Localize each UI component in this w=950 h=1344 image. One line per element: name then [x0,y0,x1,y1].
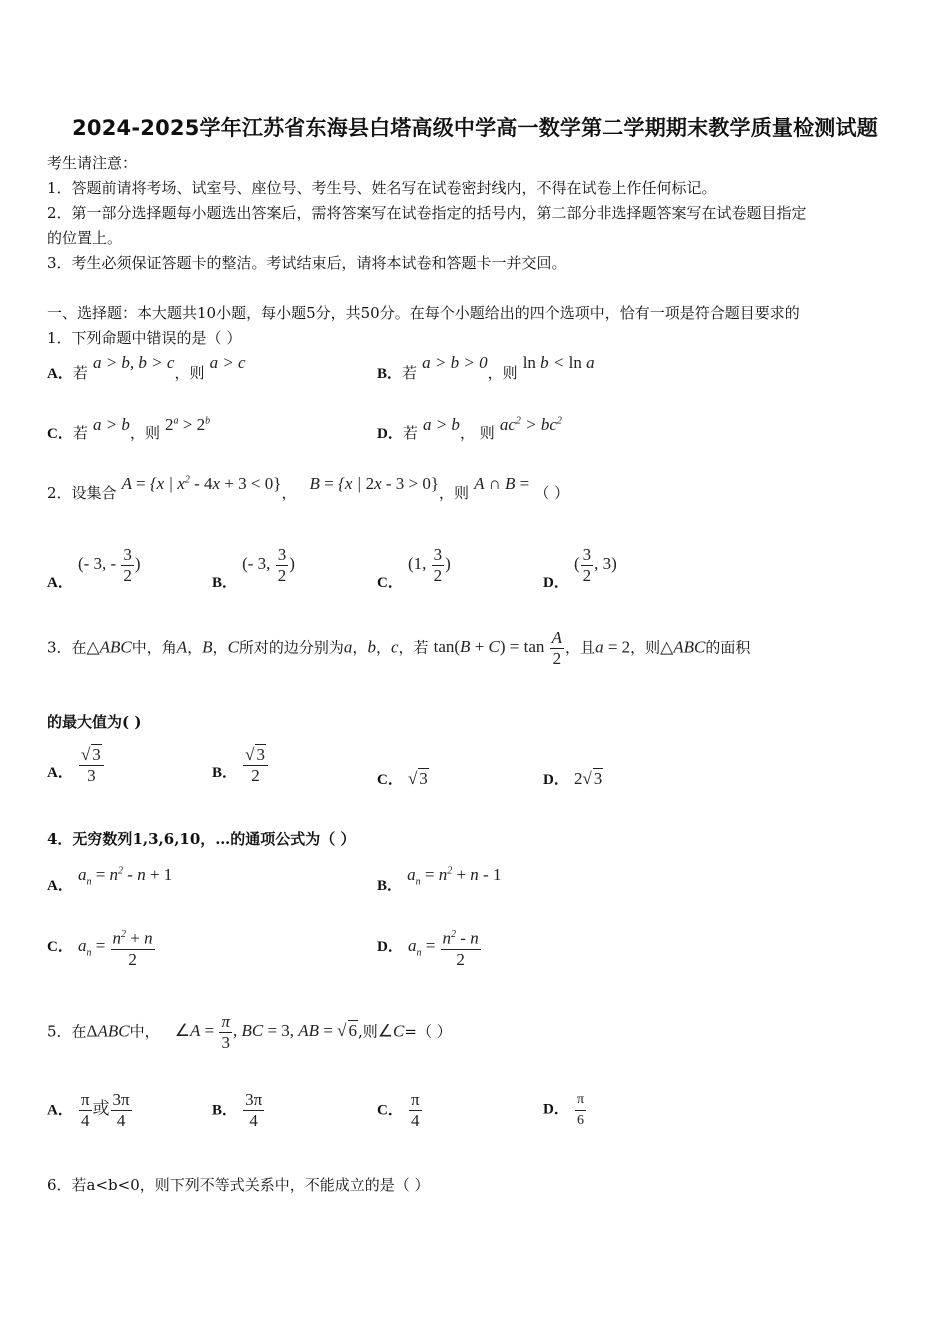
stem-text: ， [352,638,368,657]
option-text: ，则 [129,424,160,442]
option-label: D． [543,575,569,592]
option-label: B． [377,878,403,894]
notice-item: 的位置上。 [47,229,123,247]
math: $2^a > 2^b$ [165,415,211,434]
q5-option-c [377,1090,423,1131]
math: B [202,637,213,657]
option-text: ， 则 [459,424,495,442]
question-1-stem: 1．下列命题中错误的是（ ） [47,329,242,347]
q3-option-b [212,745,269,786]
math: (- 3, - $\frac{3}{2}$ ) [77,545,141,585]
section-heading: 一、选择题：本大题共10小题，每小题5分，共50分。在每个小题给出的四个选项中，恰有一项是符合题目要求的 [47,304,800,322]
stem-text: ， [212,638,228,657]
math: ∠C [377,1021,405,1041]
math: a > b [92,415,130,434]
option-label: A． [47,1102,73,1119]
stem-text: ,则 [358,1022,378,1041]
math: ln b < ln a [522,353,595,372]
option-label: A． [47,878,73,894]
option-label: C． [377,1102,403,1119]
stem-text: 5．在 [47,1022,87,1041]
math: a > b > 0 [422,353,488,372]
stem-text: ， [375,638,391,657]
option-label: C． [377,575,403,592]
option-label: A． [47,366,73,382]
stem-text: ，若 [398,638,429,657]
option-text: 若 [402,364,418,382]
math: (1, $\frac{3}{2}$ ) [407,545,451,585]
notice-item: 3．考生必须保证答题卡的整洁。考试结束后，请将本试卷和答题卡一并交回。 [47,254,567,272]
option-label: A． [47,575,73,592]
option-label: B． [377,366,403,382]
math: $\frac{√ 3}{3}$ [78,754,105,773]
option-label: D． [377,939,403,956]
q2-option-b [212,545,295,592]
math: (- 3, $\frac{3}{2}$ ) [242,545,295,585]
stem-text: ， [187,638,203,657]
math: A [176,637,188,657]
stem-text: =（ ） [404,1022,452,1041]
question-2-stem [47,474,570,503]
math: $a_n = n^2 + n - 1$ [407,865,502,888]
option-text: 若 [72,364,88,382]
option-label: B． [212,575,238,592]
stem-text: 中， [129,1022,160,1041]
notice-heading: 考生请注意： [47,154,138,172]
math: $\frac{\pi}{4}$ 或 $\frac{3\pi}{4}$ [80,1090,130,1130]
math: $\frac{3\pi}{4}$ [245,1090,263,1130]
option-label: D． [543,1101,569,1118]
stem-text: ， [281,484,297,502]
question-3-line2: 的最大值为( ) [47,713,142,731]
question-3-stem [47,628,750,669]
math: $\frac{\pi}{4}$ [410,1090,420,1130]
math: ( $\frac{3}{2}$ , 3) [573,545,617,585]
math: a [343,637,353,657]
stem-text: 2．设集合 [47,484,117,502]
option-label: A． [47,765,73,782]
q4-option-d [377,925,482,970]
math: A ∩ B = [474,474,530,493]
option-label: B． [212,765,238,782]
stem-text: 所对的边分别为 [238,638,344,657]
q1-option-c [47,415,211,443]
math: c [390,637,399,657]
math: tan(B + C) = tan $\frac{A}{2}$ [433,628,563,668]
math: △ABC [86,637,132,657]
math: △ABC [660,637,706,657]
math: a = 2 [595,637,631,657]
notice-item: 1．答题前请将考场、试室号、座位号、考生号、姓名写在试卷密封线内，不得在试卷上作任何标记。 [47,179,717,197]
q1-option-d [377,415,562,443]
math: $a_n$ = $\frac{n^2 + n}{2}$ [78,936,156,955]
question-5-stem [47,1012,452,1053]
stem-text: （ ） [534,484,570,502]
math: b [367,637,376,657]
math: B = {x | 2x - 3 > 0} [309,474,440,493]
math: C [227,637,239,657]
option-label: D． [377,426,403,442]
q2-option-d [543,545,617,592]
q4-option-a [47,864,173,894]
q3-option-d [543,768,603,789]
math: ∠A = $\frac{\pi}{3}$ , BC = 3, AB = √ 6 [174,1012,357,1052]
q4-option-c [47,925,156,970]
math: a > b, b > c [92,353,175,372]
question-6-stem: 6．若a<b<0，则下列不等式关系中，不能成立的是（ ） [47,1176,430,1194]
or-text: 或 [92,1099,110,1119]
option-text: ，则 [487,364,518,382]
option-label: C． [47,939,73,956]
math: A = {x | $x^2 - 4x + 3 < 0$} [121,474,282,493]
math: √ 3 [407,769,428,788]
math: $a_n$ = $\frac{n^2 - n}{2}$ [408,936,482,955]
q1-option-b [377,353,595,383]
stem-text: ，且 [565,638,596,657]
notice-item: 2．第一部分选择题每小题选出答案后，需将答案写在试卷指定的括号内，第二部分非选择题答案写在试卷题目指定 [47,204,807,222]
option-label: B． [212,1102,238,1119]
question-4-stem: 4．无穷数列1,3,6,10，…的通项公式为（ ） [47,830,356,848]
page-title: 2024-2025学年江苏省东海县白塔高级中学高一数学第二学期期末教学质量检测试题 [72,116,878,140]
stem-text: 中，角 [131,638,177,657]
math: ΔABC [86,1021,130,1041]
q2-option-a [47,545,141,592]
option-label: C． [47,426,73,442]
math: $\frac{\pi}{6}$ [576,1092,585,1128]
q5-option-d [543,1090,587,1131]
stem-text: 3．在 [47,638,87,657]
stem-text: 的面积 [705,638,751,657]
option-text: 若 [72,424,88,442]
option-label: C． [377,772,403,788]
q1-option-a [47,353,246,383]
q3-option-a [47,745,105,786]
q2-option-c [377,545,451,592]
stem-text: ，则 [439,484,470,502]
q5-option-a [47,1090,133,1131]
math: $a_n = n^2 - n + 1$ [77,865,173,888]
math: a > b [422,415,460,434]
math: $\frac{√ 3}{2}$ [242,754,269,773]
q4-option-b [377,864,502,894]
math: $ac^2 > bc^2$ [499,415,562,434]
stem-text: ，则 [630,638,661,657]
option-text: ，则 [174,364,205,382]
q5-option-b [212,1090,265,1131]
q3-option-c [377,768,429,789]
option-label: D． [543,772,569,788]
math: 2√ 3 [573,769,603,788]
math: a > c [209,353,246,372]
option-text: 若 [402,424,418,442]
